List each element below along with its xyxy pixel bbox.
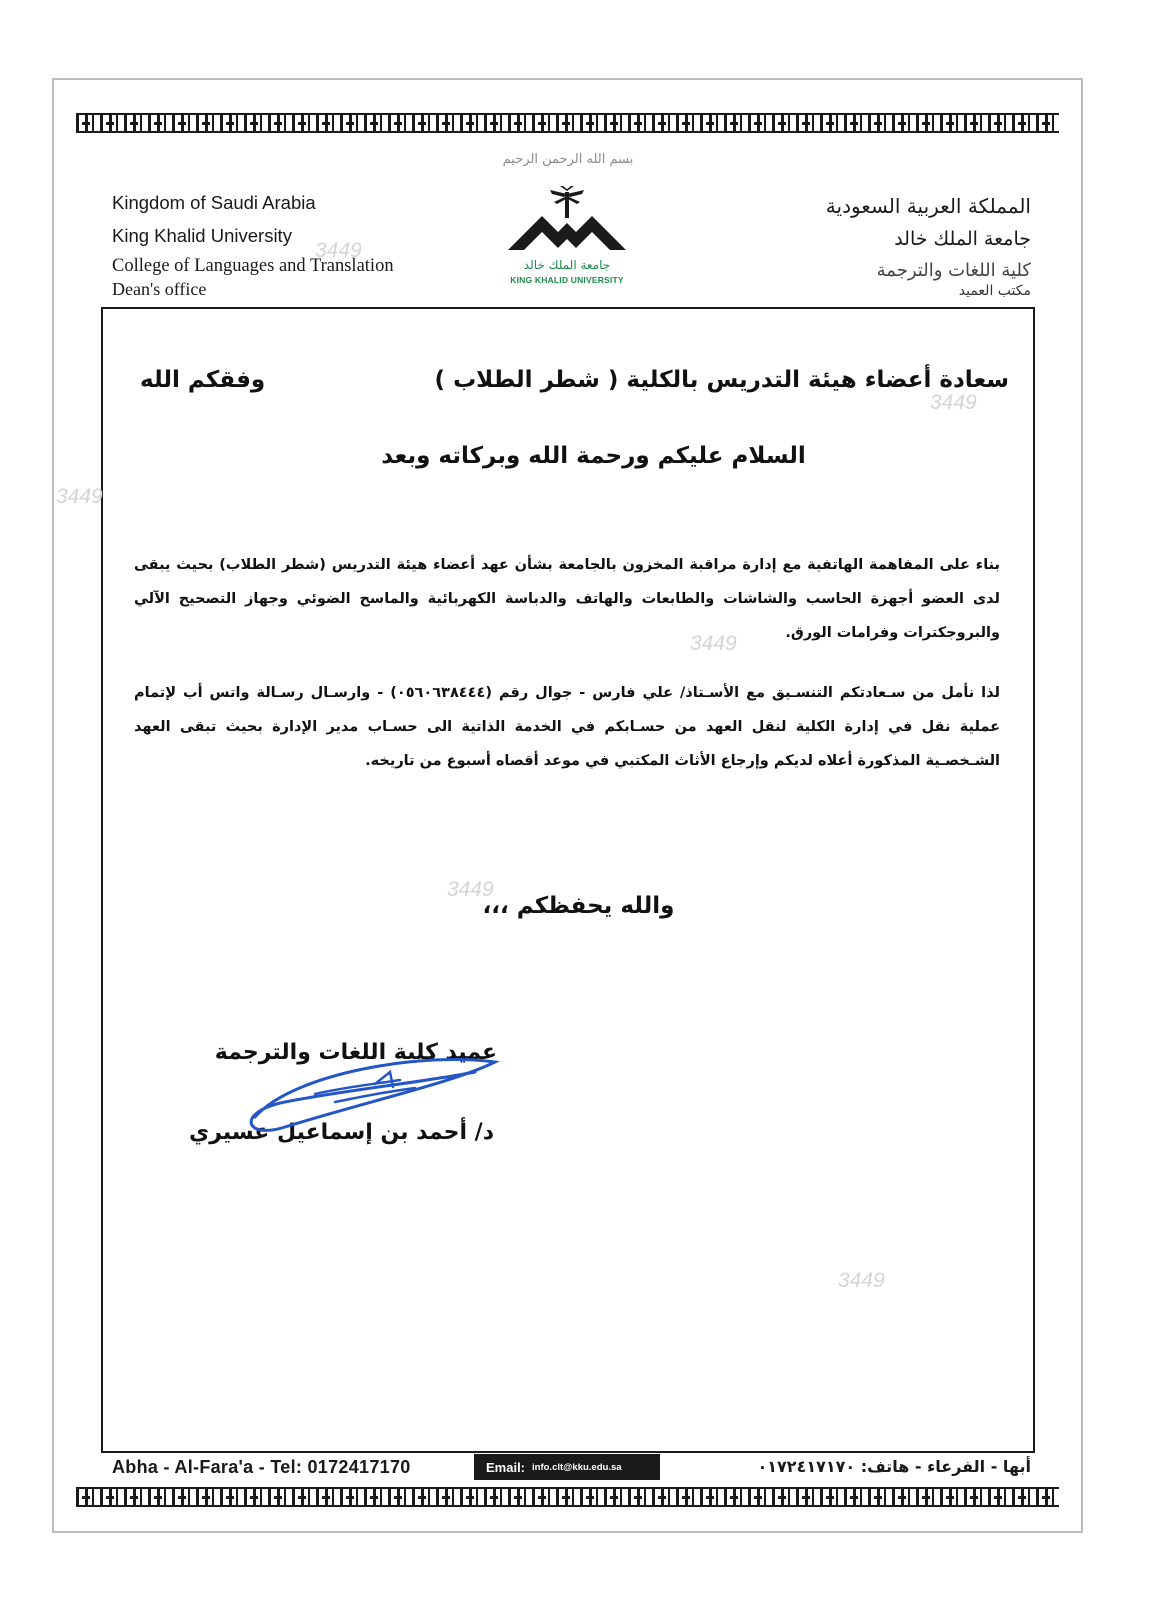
logo-english-text: KING KHALID UNIVERSITY <box>510 275 624 285</box>
country-ar: المملكة العربية السعودية <box>825 194 1031 218</box>
university-en: King Khalid University <box>112 224 292 246</box>
body-paragraph-1: بناء على المفاهمة الهاتفية مع إدارة مراقبة المخزون بالجامعة بشأن عهد أعضاء هيئة التدريس (شطر الطلاب) بحيث يبقى لدى العضو أجهزة الحاسب والشاشات والطابعات والهاتف والدباسة الكهربائية والماسح الضوئي وجهاز التصحيح الآلي والبروجكترات وفرامات الورق. <box>134 557 1000 641</box>
university-logo <box>502 186 632 290</box>
watermark-number: 3449 <box>315 239 362 262</box>
closing-phrase: والله يحفظكم ،،، <box>482 893 675 919</box>
email-label: Email: <box>486 1459 526 1475</box>
watermark-number: 3449 <box>690 632 737 655</box>
university-ar: جامعة الملك خالد <box>894 228 1031 250</box>
office-en: Dean's office <box>112 278 207 299</box>
content-frame <box>101 307 1035 1451</box>
signatory-title: عميد كلية اللغات والترجمة <box>214 1040 497 1065</box>
signatory-name: د/ أحمد بن إسماعيل عسيري <box>189 1120 494 1145</box>
content-frame-bottom-rule <box>101 1451 1035 1453</box>
logo-arabic-text: جامعة الملك خالد <box>523 258 611 272</box>
watermark-number: 3449 <box>447 878 494 901</box>
country-en: Kingdom of Saudi Arabia <box>112 192 316 213</box>
basmala: بسم الله الرحمن الرحيم <box>502 152 634 167</box>
greeting: السلام عليكم ورحمة الله وبركاته وبعد <box>381 443 806 469</box>
watermark-number: 3449 <box>56 485 103 508</box>
body-paragraph-2: لذا نأمل من سـعادتكم التنسـيق مع الأسـتاذ/ علي فارس - جوال رقم (٠٥٦٠٦٣٨٤٤٤) - وارسـال رسـالة واتس أب لإتمام عملية نقل في إدارة الكلية لنقل العهد من حسـابكم في الخدمة الذاتية الى حسـاب مدير الإدارة بحيث تبقى العهد الشـخصـية المذكورة أعلاه لديكم وإرجاع الأثاث المكتبي في موعد أقصاه أسبوع من تاريخه. <box>134 685 1000 769</box>
college-en: College of Languages and Translation <box>112 256 394 276</box>
footer-address-ar: أبها - الفرعاء - هاتف: ٠١٧٢٤١٧١٧٠ <box>757 1457 1031 1476</box>
king-khalid-university-logo-icon <box>502 186 632 258</box>
watermark-number: 3449 <box>930 391 977 414</box>
footer-email[interactable] <box>474 1454 660 1480</box>
addressee-blessing: وفقكم الله <box>140 367 266 393</box>
office-ar: مكتب العميد <box>958 283 1031 299</box>
addressee: سعادة أعضاء هيئة التدريس بالكلية ( شطر الطلاب ) <box>434 367 1009 393</box>
email-value[interactable]: info.clt@kku.edu.sa <box>532 1461 622 1473</box>
watermark-number: 3449 <box>838 1269 885 1292</box>
letterhead-arabic <box>826 194 1031 299</box>
footer-address-en: Abha - Al-Fara'a - Tel: 0172417170 <box>112 1457 411 1477</box>
kufic-border-bottom <box>76 1487 1059 1507</box>
college-ar: كلية اللغات والترجمة <box>876 260 1031 281</box>
kufic-border-top <box>76 113 1059 133</box>
